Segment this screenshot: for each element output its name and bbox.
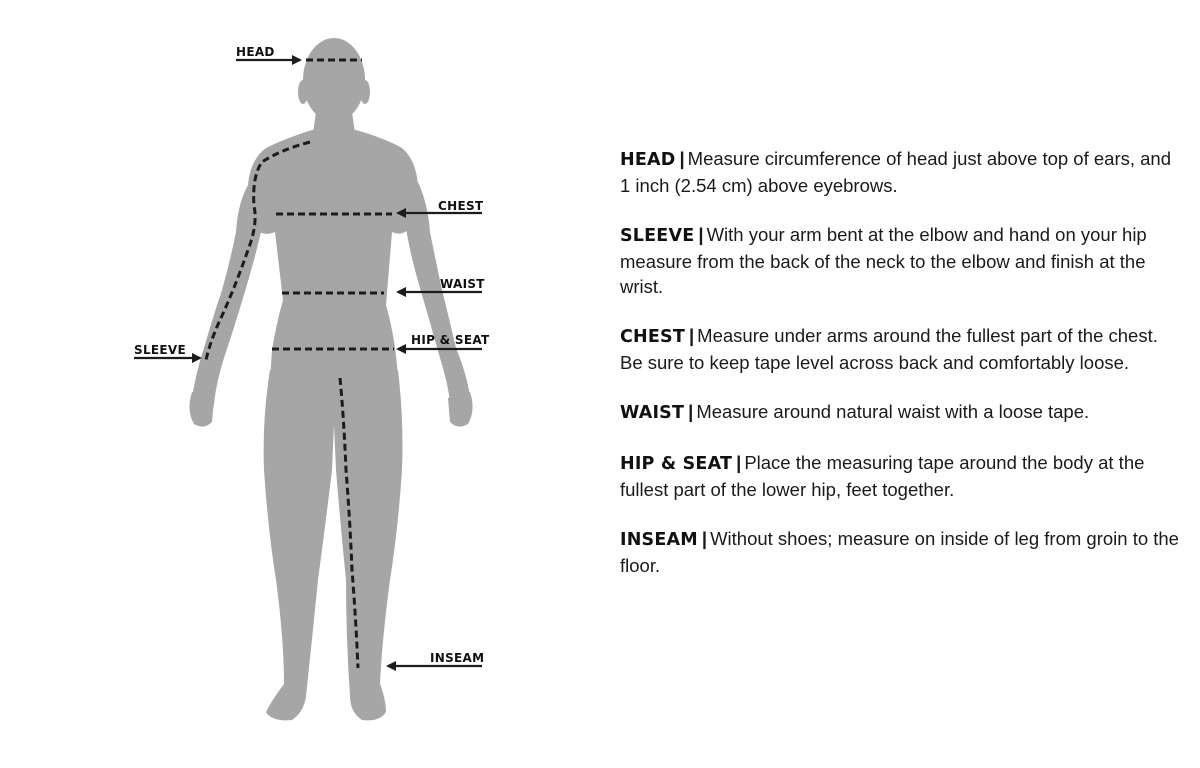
instruction-separator: | (679, 148, 685, 169)
callout-waist: WAIST (440, 277, 485, 291)
instruction-waist (620, 399, 1180, 426)
instruction-separator: | (688, 401, 694, 422)
instruction-separator: | (701, 528, 708, 549)
instruction-chest (620, 323, 1180, 375)
instruction-text: Measure around natural waist with a loose tape. (696, 401, 1090, 422)
instruction-term: INSEAM (620, 530, 698, 550)
instruction-term: HIP & SEAT (620, 454, 733, 474)
instruction-head (620, 146, 1180, 198)
instruction-hip-seat (620, 450, 1180, 502)
callout-hip-seat: HIP & SEAT (411, 333, 490, 347)
instruction-term: CHEST (620, 327, 685, 347)
instruction-sleeve (620, 222, 1180, 299)
instruction-text: With your arm bent at the elbow and hand on your hip measure from the back of the neck to the elbow and finish at the wrist. (620, 224, 1147, 297)
body-diagram (0, 0, 600, 763)
instruction-text: Place the measuring tape around the body at the fullest part of the lower hip, feet together. (620, 452, 1145, 500)
instruction-separator: | (688, 325, 695, 346)
callout-head: HEAD (236, 45, 275, 59)
instruction-term: SLEEVE (620, 226, 695, 246)
instruction-inseam (620, 526, 1180, 578)
instruction-term: HEAD (620, 150, 676, 170)
instruction-text: Without shoes; measure on inside of leg from groin to the floor. (620, 528, 1179, 576)
callout-inseam: INSEAM (430, 651, 485, 665)
callout-chest: CHEST (438, 199, 484, 213)
instruction-separator: | (698, 224, 704, 245)
body-silhouette-drawing (0, 0, 600, 763)
instruction-term: WAIST (620, 403, 685, 423)
instruction-text: Measure circumference of head just above top of ears, and 1 inch (2.54 cm) above eyebrows. (620, 148, 1172, 196)
callout-sleeve: SLEEVE (134, 343, 186, 357)
instruction-separator: | (736, 452, 742, 473)
body-silhouette (189, 38, 472, 720)
instruction-text: Measure under arms around the fullest part of the chest. Be sure to keep tape level across back and comfortably loose. (620, 325, 1158, 373)
measurement-instructions (620, 146, 1180, 602)
